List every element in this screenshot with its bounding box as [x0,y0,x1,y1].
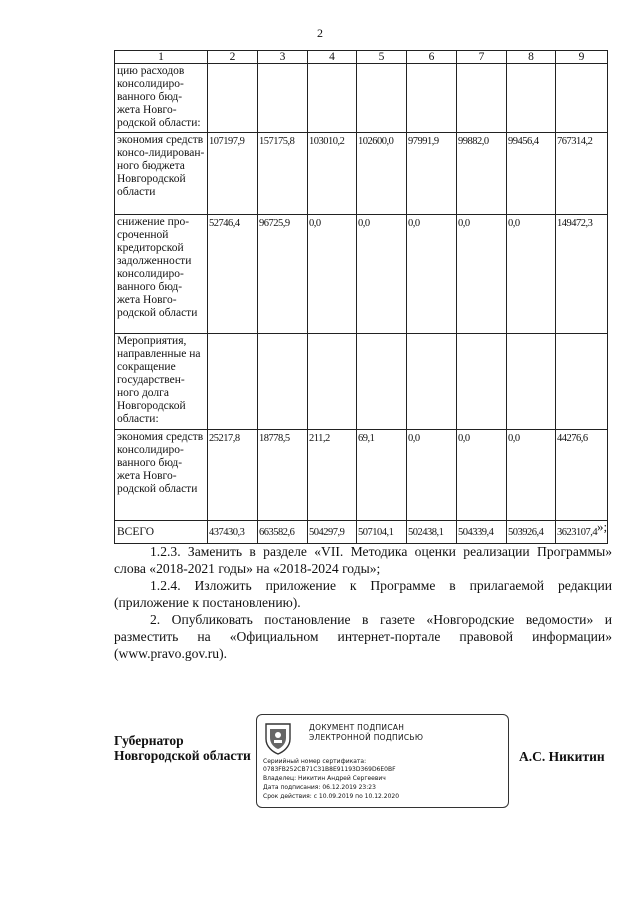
table-cell: 103010,2 [308,133,357,215]
row-label: ВСЕГО [115,521,208,544]
row-label: снижение про-сроченной кредиторской задолженности консолидиро-ванного бюд-жета Новго-родской области [115,215,208,334]
table-cell: 97991,9 [407,133,457,215]
paragraph-1-2-4 [114,577,612,611]
table-total-row [115,521,608,544]
row-label: экономия средств консолидиро-ванного бюд-жета Новго-родской области [115,430,208,521]
table-cell [507,334,556,430]
table-cell [208,334,258,430]
table-cell: 157175,8 [258,133,308,215]
table-cell: 18778,5 [258,430,308,521]
paragraph-text: 1.2.4. Изложить приложение к Программе в прилагаемой редакции (приложение к постановлению). [114,578,612,610]
table-cell: 503926,4 [507,521,556,544]
table-closing-mark: »; [597,519,608,534]
budget-table [114,50,608,544]
table-cell: 0,0 [357,215,407,334]
table-cell: 3623107,4 [556,521,608,544]
table-header-row [115,51,608,64]
table-cell [357,334,407,430]
table-cell: 502438,1 [407,521,457,544]
table-cell [357,64,407,133]
table-cell [308,64,357,133]
table-cell: 0,0 [457,430,507,521]
table-cell: 507104,1 [357,521,407,544]
column-header: 7 [457,51,507,64]
column-header: 6 [407,51,457,64]
stamp-title-line: ЭЛЕКТРОННОЙ ПОДПИСЬЮ [309,733,424,742]
table-cell [507,64,556,133]
table-cell [258,334,308,430]
table-cell: 44276,6 [556,430,608,521]
table-cell [407,64,457,133]
column-header: 9 [556,51,608,64]
table-cell [556,334,608,430]
table-row [115,334,608,430]
table-cell: 0,0 [507,215,556,334]
paragraph-1-2-3 [114,543,612,577]
table-cell: 0,0 [407,215,457,334]
signatory-name: А.С. Никитин [519,749,605,764]
column-header: 8 [507,51,556,64]
certificate-number: 0783FB252CB71C31B8E91193D369D6E0BF [263,766,396,773]
coat-of-arms-icon [263,721,293,755]
table-cell: 437430,3 [208,521,258,544]
row-label: цию расходов консолидиро-ванного бюд-жета Новго-родской области: [115,64,208,133]
table-cell: 52746,4 [208,215,258,334]
position-region: Новгородской области [114,748,251,763]
electronic-signature-stamp [256,714,509,808]
table-cell: 69,1 [357,430,407,521]
column-header: 4 [308,51,357,64]
certificate-owner: Владелец: Никитин Андрей Сергеевич [263,775,386,782]
table-cell: 0,0 [507,430,556,521]
table-cell: 96725,9 [258,215,308,334]
row-label: экономия средств консо-лидирован-ного бюджета Новгородской области [115,133,208,215]
stamp-title [309,723,423,743]
table-cell: 99882,0 [457,133,507,215]
table-cell: 0,0 [457,215,507,334]
table-cell: 663582,6 [258,521,308,544]
table-cell: 99456,4 [507,133,556,215]
table-row [115,133,608,215]
table-cell: 767314,2 [556,133,608,215]
table-cell: 0,0 [308,215,357,334]
table-cell [556,64,608,133]
table-cell [308,334,357,430]
table-cell: 149472,3 [556,215,608,334]
paragraph-2 [114,611,612,662]
table-cell [457,334,507,430]
column-header: 2 [208,51,258,64]
paragraph-text: 2. Опубликовать постановление в газете «Новгородские ведомости» и разместить на «Официальном интернет-портале правовой информации» (www.pravo.gov.ru). [114,612,612,661]
table-cell: 0,0 [407,430,457,521]
table-row [115,430,608,521]
table-cell [407,334,457,430]
table-row [115,215,608,334]
table-cell [208,64,258,133]
table-cell: 211,2 [308,430,357,521]
table-row [115,64,608,133]
paragraph-text: 1.2.3. Заменить в разделе «VII. Методика оценки реализации Программы» слова «2018-2021 годы» на «2018-2024 годы»; [114,544,612,576]
table-cell: 504297,9 [308,521,357,544]
column-header: 3 [258,51,308,64]
certificate-label: Сериийный номер сертификата: [263,758,367,765]
stamp-title-line: ДОКУМЕНТ ПОДПИСАН [309,723,405,732]
table-cell: 107197,9 [208,133,258,215]
table-cell [258,64,308,133]
row-label: Мероприятия, направленные на сокращение государствен-ного долга Новгородской области: [115,334,208,430]
signatory-position [114,733,251,763]
column-header: 1 [115,51,208,64]
table-cell [457,64,507,133]
table-cell: 504339,4 [457,521,507,544]
validity-period: Срок действия: с 10.09.2019 по 10.12.2020 [263,793,400,800]
signing-date: Дата подписания: 06.12.2019 23:23 [263,784,376,791]
page-number: 2 [317,26,323,40]
column-header: 5 [357,51,407,64]
position-title: Губернатор [114,733,184,748]
table-cell: 25217,8 [208,430,258,521]
table-cell: 102600,0 [357,133,407,215]
